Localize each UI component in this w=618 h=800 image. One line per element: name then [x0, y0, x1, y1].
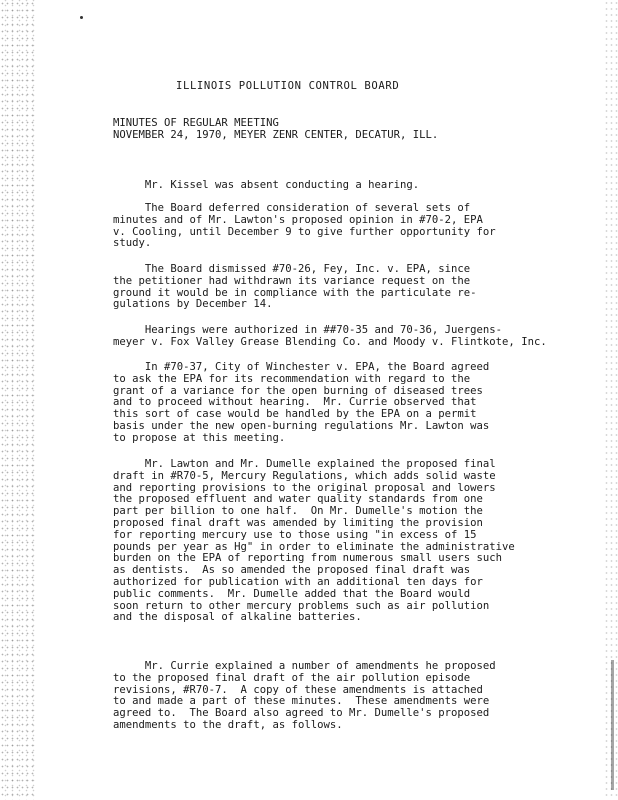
- scan-edge-mark: [611, 660, 614, 790]
- meeting-date-location: NOVEMBER 24, 1970, MEYER ZENR CENTER, DECATUR, ILL.: [113, 128, 439, 141]
- paragraph-hearings: Hearings were authorized in ##70-35 and 70-36, Juergens- meyer v. Fox Valley Grease Blending Co. and Moody v. Flintkote, Inc.: [113, 324, 547, 348]
- paragraph-episode-revisions: Mr. Currie explained a number of amendments he proposed to the proposed final draft of the air pollution episode revisions, #R70-7. A copy of these amendments is attached to and made a part of these minutes. These amendments were agreed to. The Board also agreed to Mr. Dumelle's proposed amendments to the draft, as follows.: [113, 660, 496, 731]
- paragraph-mercury-regulations: Mr. Lawton and Mr. Dumelle explained the proposed final draft in #R70-5, Mercury Regulations, which adds solid waste and reporting provisions to the original proposal and lowers the proposed effluent and water quality standards from one part per billion to one half. On Mr. Dumelle's motion the proposed final draft was amended by limiting the provision for reporting mercury use to those using "in excess of 15 pounds per year as Hg" in order to eliminate the administrative burden on the EPA of reporting from numerous small users such as dentists. As so amended the proposed final draft was authorized for publication with an additional ten days for public comments. Mr. Dumelle added that the Board would soon return to other mercury problems such as air pollution and the disposal of alkaline batteries.: [113, 458, 515, 624]
- paragraph-winchester: In #70-37, City of Winchester v. EPA, the Board agreed to ask the EPA for its recommendation with regard to the grant of a variance for the open burning of diseased trees and to proceed without hearing. Mr. Currie observed that this sort of case would be handled by the EPA on a permit basis under the new open-burning regulations Mr. Lawton was to propose at this meeting.: [113, 361, 490, 444]
- paragraph-kissel-absent: Mr. Kissel was absent conducting a hearing.: [113, 179, 420, 191]
- paragraph-deferred-minutes: The Board deferred consideration of several sets of minutes and of Mr. Lawton's proposed opinion in #70-2, EPA v. Cooling, until December 9 to give further opportunity for study.: [113, 202, 496, 250]
- scan-edge-left: [0, 0, 36, 800]
- scan-speck: [80, 16, 83, 19]
- minutes-title: MINUTES OF REGULAR MEETING: [113, 117, 279, 129]
- minutes-heading: [113, 118, 438, 141]
- board-title: ILLINOIS POLLUTION CONTROL BOARD: [176, 80, 400, 92]
- paragraph-dismissal: The Board dismissed #70-26, Fey, Inc. v. EPA, since the petitioner had withdrawn its variance request on the ground it would be in compliance with the particulate re- gulations by December 14.: [113, 263, 477, 311]
